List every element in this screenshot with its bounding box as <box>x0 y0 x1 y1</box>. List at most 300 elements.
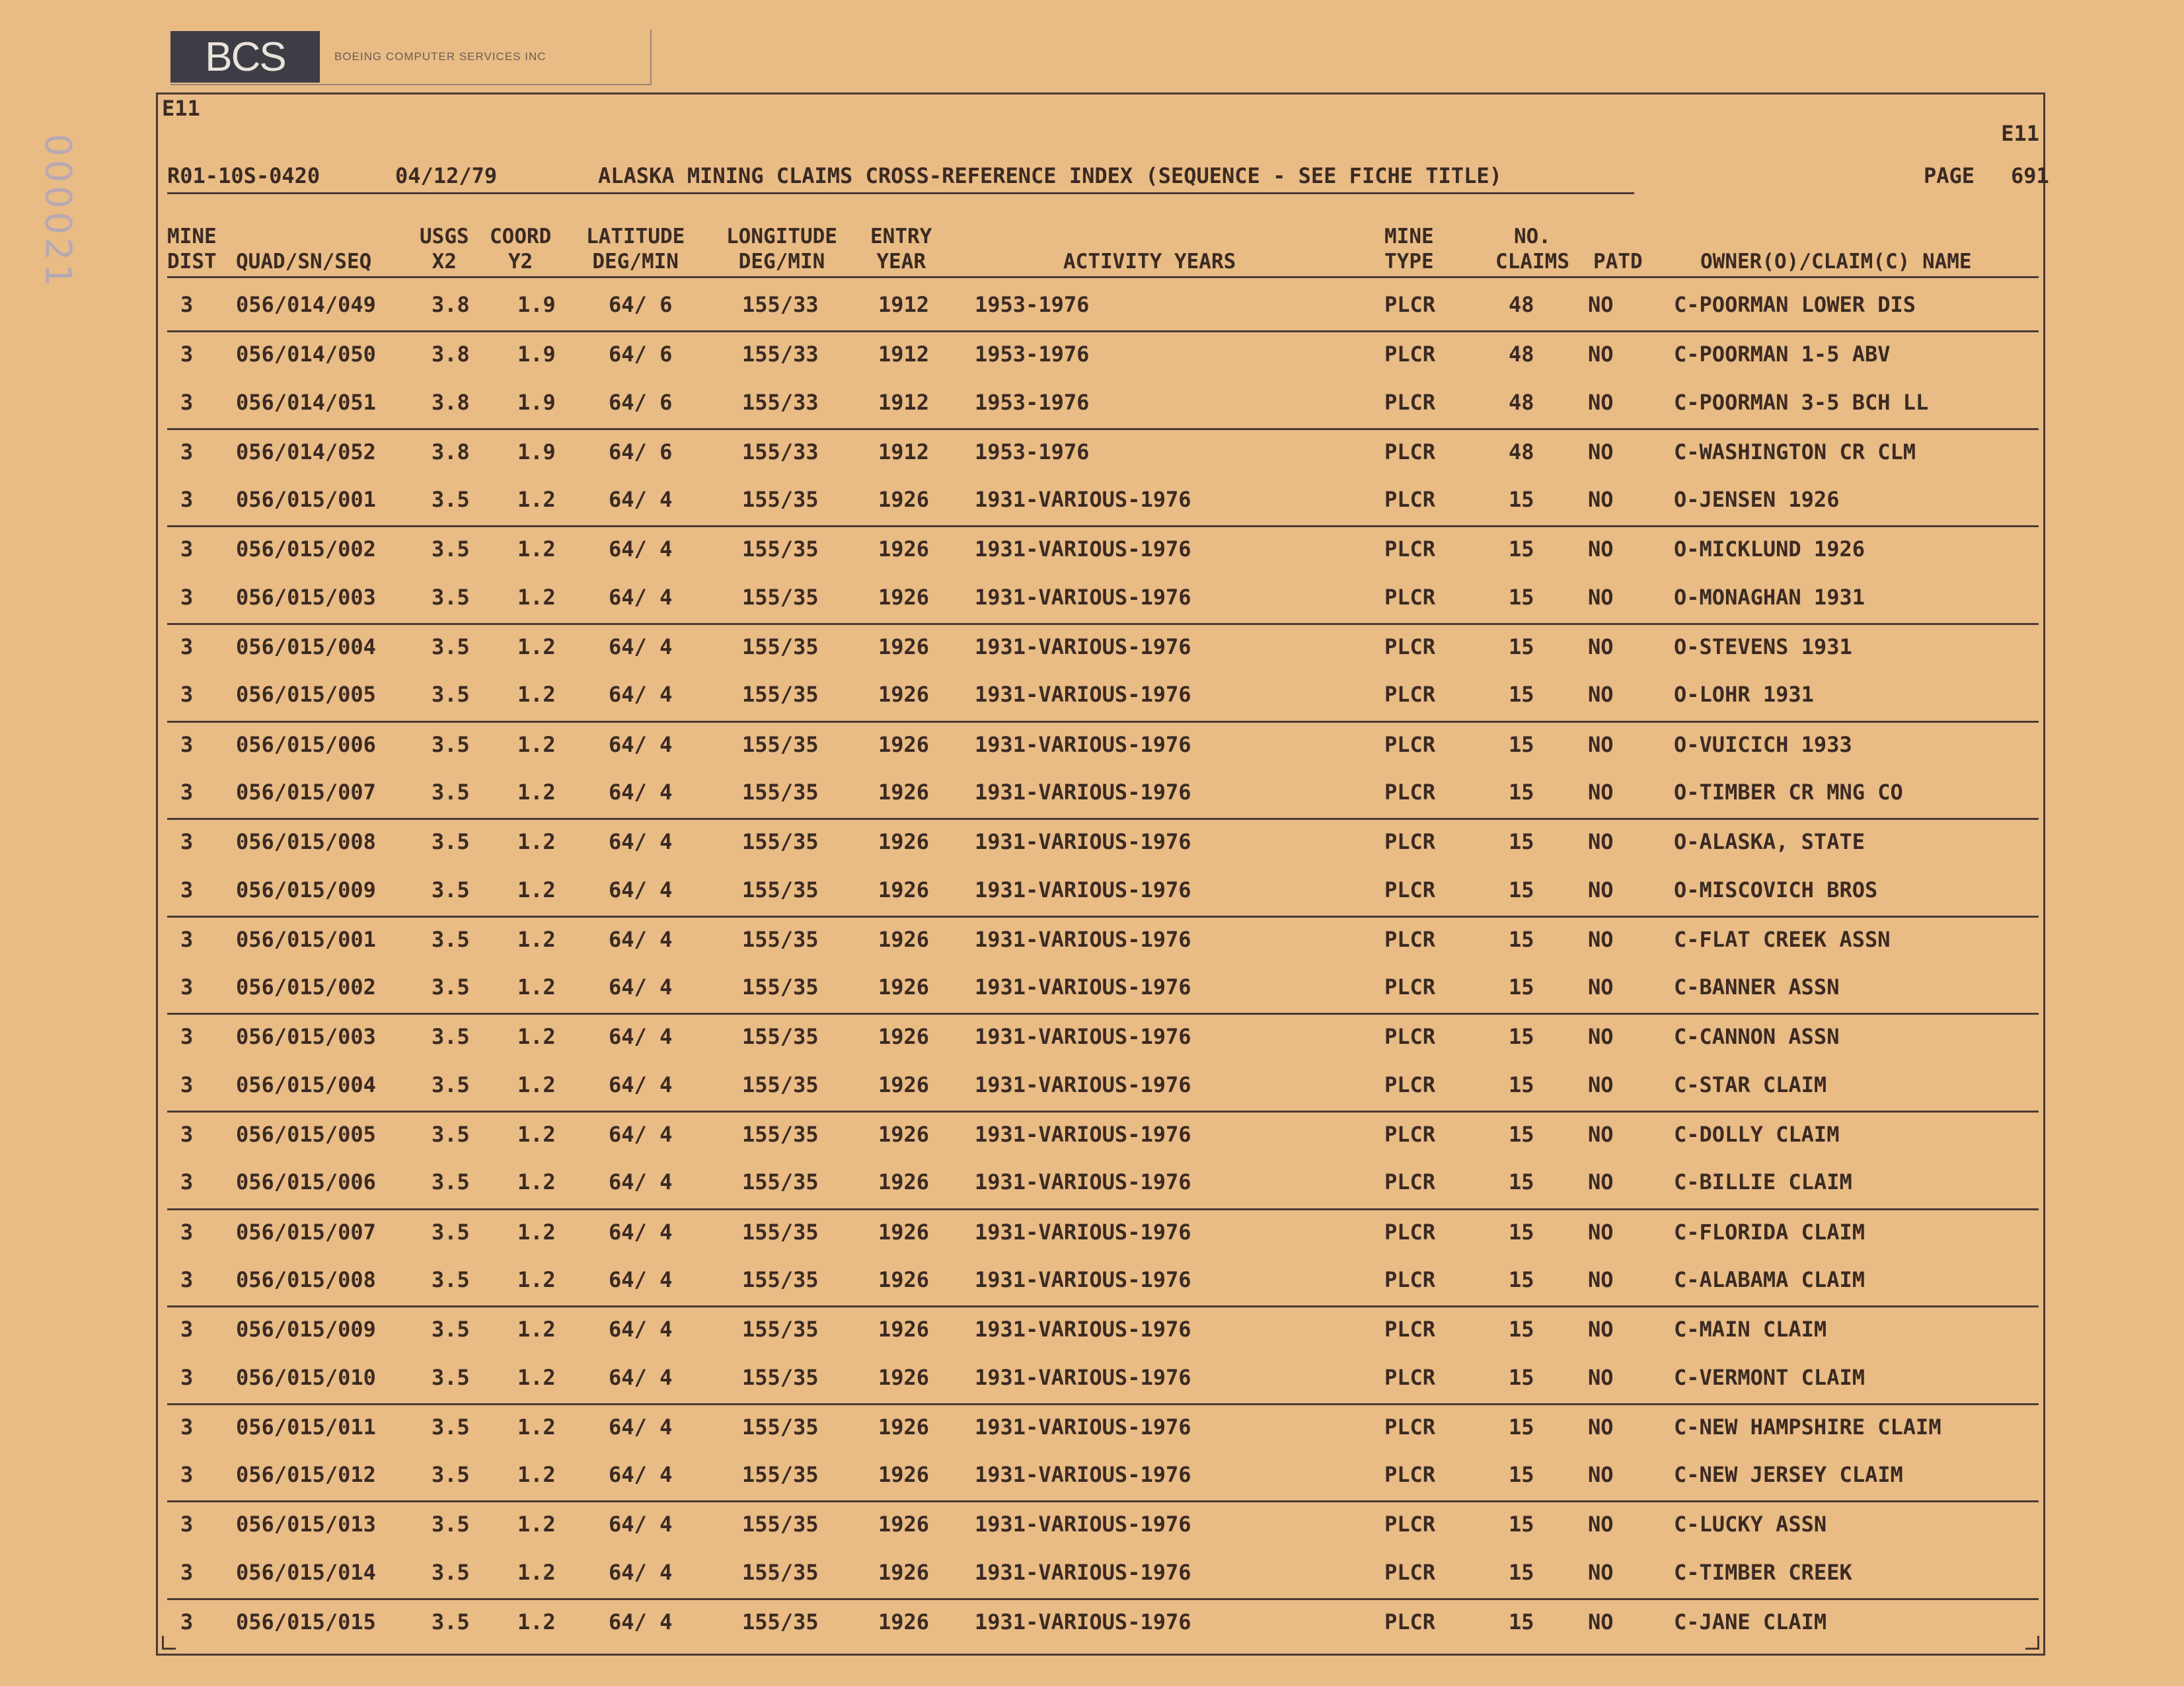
coord-y2-cell: 1.2 <box>517 487 556 513</box>
longitude-cell: 155/35 <box>742 1559 819 1585</box>
activity-cell: 1931-VARIOUS-1976 <box>975 1512 1191 1537</box>
entry-year-cell: 1926 <box>878 1072 930 1097</box>
no-claims-cell: 15 <box>1509 1414 1534 1440</box>
latitude-cell: 64/ 4 <box>609 731 673 757</box>
patd-cell: NO <box>1588 1559 1614 1585</box>
activity-cell: 1931-VARIOUS-1976 <box>975 584 1191 610</box>
patd-cell: NO <box>1588 1024 1614 1050</box>
entry-year-cell: 1926 <box>878 1364 930 1390</box>
owner-cell: C-POORMAN 3-5 BCH LL <box>1674 389 1929 415</box>
entry-year-cell: 1926 <box>878 634 930 660</box>
quad-cell: 056/015/002 <box>236 974 376 1000</box>
mine-dist-cell: 3 <box>180 974 194 1000</box>
page-label: PAGE <box>1924 163 1975 188</box>
no-claims-cell: 15 <box>1509 1122 1534 1148</box>
quad-cell: 056/015/008 <box>236 829 376 855</box>
owner-cell: O-MONAGHAN 1931 <box>1674 584 1865 610</box>
activity-cell: 1931-VARIOUS-1976 <box>975 829 1191 855</box>
mine-type-cell: PLCR <box>1384 829 1436 855</box>
table-row <box>167 1356 2039 1405</box>
owner-cell: C-WASHINGTON CR CLM <box>1674 439 1916 464</box>
owner-cell: C-MAIN CLAIM <box>1674 1317 1827 1342</box>
mine-dist-cell: 3 <box>180 829 194 855</box>
col-owner: OWNER(O)/CLAIM(C) NAME <box>1700 250 1972 274</box>
bcs-logo <box>170 30 652 85</box>
longitude-cell: 155/35 <box>742 974 819 1000</box>
patd-cell: NO <box>1588 1512 1614 1537</box>
patd-cell: NO <box>1588 1169 1614 1195</box>
no-claims-cell: 15 <box>1509 829 1534 855</box>
patd-cell: NO <box>1588 877 1614 902</box>
activity-cell: 1931-VARIOUS-1976 <box>975 1219 1191 1245</box>
quad-cell: 056/014/049 <box>236 292 376 317</box>
mine-dist-cell: 3 <box>180 682 194 708</box>
no-claims-cell: 15 <box>1509 974 1534 1000</box>
no-claims-cell: 15 <box>1509 682 1534 708</box>
no-claims-cell: 15 <box>1509 487 1534 513</box>
quad-cell: 056/015/013 <box>236 1512 376 1537</box>
activity-cell: 1931-VARIOUS-1976 <box>975 1122 1191 1148</box>
coord-y2-cell: 1.2 <box>517 1462 556 1488</box>
longitude-cell: 155/35 <box>742 829 819 855</box>
usgs-x2-cell: 3.5 <box>432 634 470 660</box>
coord-y2-cell: 1.2 <box>517 974 556 1000</box>
longitude-cell: 155/35 <box>742 1512 819 1537</box>
owner-cell: C-POORMAN 1-5 ABV <box>1674 342 1891 367</box>
table-row <box>167 723 2039 770</box>
longitude-cell: 155/35 <box>742 926 819 952</box>
longitude-cell: 155/35 <box>742 1462 819 1488</box>
quad-cell: 056/015/009 <box>236 1317 376 1342</box>
entry-year-cell: 1926 <box>878 487 930 513</box>
owner-cell: C-POORMAN LOWER DIS <box>1674 292 1916 317</box>
entry-year-cell: 1926 <box>878 682 930 708</box>
latitude-cell: 64/ 4 <box>609 1219 673 1245</box>
latitude-cell: 64/ 4 <box>609 829 673 855</box>
coord-y2-cell: 1.2 <box>517 1559 556 1585</box>
mine-type-cell: PLCR <box>1384 292 1436 317</box>
usgs-x2-cell: 3.5 <box>432 877 470 902</box>
patd-cell: NO <box>1588 1414 1614 1440</box>
mine-dist-cell: 3 <box>180 389 194 415</box>
patd-cell: NO <box>1588 1364 1614 1390</box>
activity-cell: 1931-VARIOUS-1976 <box>975 1072 1191 1097</box>
coord-y2-cell: 1.2 <box>517 1122 556 1148</box>
patd-cell: NO <box>1588 1072 1614 1097</box>
coord-y2-cell: 1.2 <box>517 1609 556 1635</box>
mine-type-cell: PLCR <box>1384 1609 1436 1635</box>
patd-cell: NO <box>1588 439 1614 464</box>
latitude-cell: 64/ 4 <box>609 1364 673 1390</box>
latitude-cell: 64/ 4 <box>609 1414 673 1440</box>
owner-cell: C-LUCKY ASSN <box>1674 1512 1827 1537</box>
report-id: R01-10S-0420 <box>167 163 320 188</box>
col-entry-year: ENTRY YEAR <box>870 225 932 274</box>
owner-cell: O-LOHR 1931 <box>1674 682 1814 708</box>
col-patd: PATD <box>1593 250 1643 274</box>
table-row <box>167 430 2039 478</box>
mine-type-cell: PLCR <box>1384 1266 1436 1292</box>
latitude-cell: 64/ 4 <box>609 974 673 1000</box>
table-row <box>167 770 2039 820</box>
mine-dist-cell: 3 <box>180 1317 194 1342</box>
activity-cell: 1931-VARIOUS-1976 <box>975 1462 1191 1488</box>
longitude-cell: 155/35 <box>742 634 819 660</box>
mine-dist-cell: 3 <box>180 292 194 317</box>
mine-type-cell: PLCR <box>1384 974 1436 1000</box>
coord-y2-cell: 1.9 <box>517 389 556 415</box>
activity-cell: 1931-VARIOUS-1976 <box>975 1024 1191 1050</box>
latitude-cell: 64/ 4 <box>609 584 673 610</box>
longitude-cell: 155/35 <box>742 1364 819 1390</box>
patd-cell: NO <box>1588 926 1614 952</box>
no-claims-cell: 15 <box>1509 1559 1534 1585</box>
longitude-cell: 155/33 <box>742 342 819 367</box>
column-headers <box>167 212 2039 278</box>
coord-y2-cell: 1.2 <box>517 536 556 562</box>
usgs-x2-cell: 3.8 <box>432 389 470 415</box>
activity-cell: 1931-VARIOUS-1976 <box>975 1559 1191 1585</box>
mine-type-cell: PLCR <box>1384 1462 1436 1488</box>
col-coord-y2: COORD Y2 <box>490 225 552 274</box>
quad-cell: 056/014/050 <box>236 342 376 367</box>
mine-dist-cell: 3 <box>180 1559 194 1585</box>
margin-stamp-text: 000021 <box>37 133 79 290</box>
latitude-cell: 64/ 4 <box>609 1462 673 1488</box>
mine-dist-cell: 3 <box>180 1072 194 1097</box>
entry-year-cell: 1912 <box>878 389 930 415</box>
usgs-x2-cell: 3.5 <box>432 1219 470 1245</box>
activity-cell: 1931-VARIOUS-1976 <box>975 1364 1191 1390</box>
col-mine-type: MINE TYPE <box>1384 225 1434 274</box>
corner-mark-left <box>162 1636 176 1650</box>
mine-type-cell: PLCR <box>1384 1317 1436 1342</box>
table-row <box>167 1600 2039 1648</box>
quad-cell: 056/014/051 <box>236 389 376 415</box>
mine-type-cell: PLCR <box>1384 682 1436 708</box>
quad-cell: 056/015/007 <box>236 779 376 805</box>
no-claims-cell: 15 <box>1509 1169 1534 1195</box>
latitude-cell: 64/ 4 <box>609 1169 673 1195</box>
mine-type-cell: PLCR <box>1384 1072 1436 1097</box>
quad-cell: 056/014/052 <box>236 439 376 464</box>
patd-cell: NO <box>1588 829 1614 855</box>
activity-cell: 1931-VARIOUS-1976 <box>975 536 1191 562</box>
table-row <box>167 820 2039 867</box>
usgs-x2-cell: 3.5 <box>432 584 470 610</box>
table-row <box>167 868 2039 918</box>
activity-cell: 1931-VARIOUS-1976 <box>975 1609 1191 1635</box>
mine-dist-cell: 3 <box>180 1169 194 1195</box>
owner-cell: C-NEW HAMPSHIRE CLAIM <box>1674 1414 1941 1440</box>
report-sheet <box>156 92 2049 1656</box>
mine-dist-cell: 3 <box>180 731 194 757</box>
mine-dist-cell: 3 <box>180 1512 194 1537</box>
longitude-cell: 155/35 <box>742 1169 819 1195</box>
longitude-cell: 155/35 <box>742 1219 819 1245</box>
no-claims-cell: 15 <box>1509 1317 1534 1342</box>
activity-cell: 1953-1976 <box>975 439 1090 464</box>
mine-dist-cell: 3 <box>180 877 194 902</box>
no-claims-cell: 15 <box>1509 1609 1534 1635</box>
owner-cell: C-FLORIDA CLAIM <box>1674 1219 1865 1245</box>
usgs-x2-cell: 3.5 <box>432 1609 470 1635</box>
usgs-x2-cell: 3.5 <box>432 1169 470 1195</box>
mine-dist-cell: 3 <box>180 342 194 367</box>
patd-cell: NO <box>1588 342 1614 367</box>
table-row <box>167 965 2039 1015</box>
table-row <box>167 1063 2039 1113</box>
mine-dist-cell: 3 <box>180 439 194 464</box>
latitude-cell: 64/ 4 <box>609 1559 673 1585</box>
col-no-claims: NO. CLAIMS <box>1495 225 1569 274</box>
entry-year-cell: 1926 <box>878 1219 930 1245</box>
owner-cell: C-STAR CLAIM <box>1674 1072 1827 1097</box>
activity-cell: 1931-VARIOUS-1976 <box>975 1266 1191 1292</box>
owner-cell: O-MISCOVICH BROS <box>1674 877 1878 902</box>
usgs-x2-cell: 3.5 <box>432 1364 470 1390</box>
table-row <box>167 1307 2039 1355</box>
patd-cell: NO <box>1588 1317 1614 1342</box>
usgs-x2-cell: 3.5 <box>432 487 470 513</box>
mine-type-cell: PLCR <box>1384 1219 1436 1245</box>
latitude-cell: 64/ 4 <box>609 1317 673 1342</box>
longitude-cell: 155/35 <box>742 1266 819 1292</box>
longitude-cell: 155/35 <box>742 584 819 610</box>
entry-year-cell: 1926 <box>878 1609 930 1635</box>
entry-year-cell: 1926 <box>878 877 930 902</box>
owner-cell: C-DOLLY CLAIM <box>1674 1122 1840 1148</box>
patd-cell: NO <box>1588 974 1614 1000</box>
activity-cell: 1931-VARIOUS-1976 <box>975 877 1191 902</box>
entry-year-cell: 1912 <box>878 342 930 367</box>
margin-stamp <box>38 116 78 307</box>
table-row <box>167 1113 2039 1160</box>
coord-y2-cell: 1.2 <box>517 877 556 902</box>
coord-y2-cell: 1.2 <box>517 1414 556 1440</box>
coord-y2-cell: 1.9 <box>517 342 556 367</box>
mine-type-cell: PLCR <box>1384 1414 1436 1440</box>
usgs-x2-cell: 3.5 <box>432 1072 470 1097</box>
activity-cell: 1953-1976 <box>975 292 1090 317</box>
usgs-x2-cell: 3.5 <box>432 1122 470 1148</box>
longitude-cell: 155/35 <box>742 877 819 902</box>
no-claims-cell: 15 <box>1509 634 1534 660</box>
entry-year-cell: 1926 <box>878 1414 930 1440</box>
quad-cell: 056/015/007 <box>236 1219 376 1245</box>
latitude-cell: 64/ 4 <box>609 1609 673 1635</box>
mine-type-cell: PLCR <box>1384 1559 1436 1585</box>
longitude-cell: 155/33 <box>742 292 819 317</box>
coord-y2-cell: 1.2 <box>517 634 556 660</box>
coord-y2-cell: 1.2 <box>517 829 556 855</box>
usgs-x2-cell: 3.5 <box>432 829 470 855</box>
no-claims-cell: 48 <box>1509 389 1534 415</box>
no-claims-cell: 15 <box>1509 1364 1534 1390</box>
table-row <box>167 478 2039 527</box>
entry-year-cell: 1926 <box>878 1266 930 1292</box>
report-date: 04/12/79 <box>395 163 498 188</box>
owner-cell: O-ALASKA, STATE <box>1674 829 1865 855</box>
entry-year-cell: 1926 <box>878 584 930 610</box>
owner-cell: O-STEVENS 1931 <box>1674 634 1852 660</box>
table-row <box>167 332 2039 380</box>
patd-cell: NO <box>1588 731 1614 757</box>
latitude-cell: 64/ 4 <box>609 682 673 708</box>
mine-type-cell: PLCR <box>1384 1122 1436 1148</box>
table-row <box>167 1405 2039 1453</box>
coord-y2-cell: 1.2 <box>517 1024 556 1050</box>
table-row <box>167 1258 2039 1307</box>
table-row <box>167 918 2039 965</box>
usgs-x2-cell: 3.5 <box>432 1559 470 1585</box>
entry-year-cell: 1926 <box>878 536 930 562</box>
owner-cell: O-JENSEN 1926 <box>1674 487 1840 513</box>
no-claims-cell: 15 <box>1509 1512 1534 1537</box>
patd-cell: NO <box>1588 292 1614 317</box>
no-claims-cell: 15 <box>1509 877 1534 902</box>
usgs-x2-cell: 3.5 <box>432 926 470 952</box>
quad-cell: 056/015/004 <box>236 634 376 660</box>
latitude-cell: 64/ 4 <box>609 1266 673 1292</box>
owner-cell: C-NEW JERSEY CLAIM <box>1674 1462 1903 1488</box>
coord-y2-cell: 1.2 <box>517 1266 556 1292</box>
latitude-cell: 64/ 4 <box>609 779 673 805</box>
activity-cell: 1931-VARIOUS-1976 <box>975 1169 1191 1195</box>
quad-cell: 056/015/006 <box>236 1169 376 1195</box>
table-row <box>167 673 2039 722</box>
quad-cell: 056/015/005 <box>236 1122 376 1148</box>
no-claims-cell: 15 <box>1509 536 1534 562</box>
coord-y2-cell: 1.2 <box>517 1219 556 1245</box>
owner-cell: C-JANE CLAIM <box>1674 1609 1827 1635</box>
mine-type-cell: PLCR <box>1384 1169 1436 1195</box>
bcs-logo-text: BOEING COMPUTER SERVICES INC <box>334 50 546 63</box>
owner-cell: O-VUICICH 1933 <box>1674 731 1852 757</box>
col-usgs-x2: USGS X2 <box>420 225 469 274</box>
mine-type-cell: PLCR <box>1384 1364 1436 1390</box>
no-claims-cell: 48 <box>1509 342 1534 367</box>
table-row <box>167 1502 2039 1550</box>
latitude-cell: 64/ 4 <box>609 1072 673 1097</box>
frame-label-left: E11 <box>162 96 200 121</box>
page-number: 691 <box>2011 163 2049 188</box>
report-header <box>167 163 2049 196</box>
longitude-cell: 155/35 <box>742 536 819 562</box>
usgs-x2-cell: 3.8 <box>432 342 470 367</box>
mine-dist-cell: 3 <box>180 1122 194 1148</box>
activity-cell: 1931-VARIOUS-1976 <box>975 1414 1191 1440</box>
longitude-cell: 155/35 <box>742 682 819 708</box>
coord-y2-cell: 1.2 <box>517 779 556 805</box>
no-claims-cell: 15 <box>1509 731 1534 757</box>
no-claims-cell: 15 <box>1509 1266 1534 1292</box>
no-claims-cell: 15 <box>1509 1072 1534 1097</box>
col-mine-dist: MINE DIST <box>167 225 217 274</box>
no-claims-cell: 48 <box>1509 292 1534 317</box>
no-claims-cell: 15 <box>1509 1462 1534 1488</box>
quad-cell: 056/015/001 <box>236 487 376 513</box>
no-claims-cell: 15 <box>1509 1219 1534 1245</box>
patd-cell: NO <box>1588 584 1614 610</box>
table-row <box>167 1015 2039 1062</box>
patd-cell: NO <box>1588 1609 1614 1635</box>
usgs-x2-cell: 3.5 <box>432 536 470 562</box>
activity-cell: 1953-1976 <box>975 342 1090 367</box>
activity-cell: 1931-VARIOUS-1976 <box>975 779 1191 805</box>
table-row <box>167 381 2039 430</box>
mine-type-cell: PLCR <box>1384 926 1436 952</box>
mine-type-cell: PLCR <box>1384 342 1436 367</box>
patd-cell: NO <box>1588 1219 1614 1245</box>
usgs-x2-cell: 3.5 <box>432 731 470 757</box>
no-claims-cell: 48 <box>1509 439 1534 464</box>
coord-y2-cell: 1.2 <box>517 1169 556 1195</box>
mine-dist-cell: 3 <box>180 1024 194 1050</box>
activity-cell: 1953-1976 <box>975 389 1090 415</box>
mine-type-cell: PLCR <box>1384 1512 1436 1537</box>
report-title: ALASKA MINING CLAIMS CROSS-REFERENCE INDEX (SEQUENCE - SEE FICHE TITLE) <box>598 163 1502 188</box>
usgs-x2-cell: 3.5 <box>432 974 470 1000</box>
mine-type-cell: PLCR <box>1384 584 1436 610</box>
mine-dist-cell: 3 <box>180 779 194 805</box>
longitude-cell: 155/35 <box>742 1122 819 1148</box>
mine-type-cell: PLCR <box>1384 877 1436 902</box>
table-row <box>167 527 2039 575</box>
latitude-cell: 64/ 6 <box>609 342 673 367</box>
owner-cell: C-TIMBER CREEK <box>1674 1559 1852 1585</box>
quad-cell: 056/015/003 <box>236 584 376 610</box>
quad-cell: 056/015/003 <box>236 1024 376 1050</box>
col-activity: ACTIVITY YEARS <box>1063 250 1236 274</box>
col-latitude: LATITUDE DEG/MIN <box>586 225 685 274</box>
usgs-x2-cell: 3.5 <box>432 1024 470 1050</box>
entry-year-cell: 1912 <box>878 439 930 464</box>
longitude-cell: 155/33 <box>742 389 819 415</box>
latitude-cell: 64/ 4 <box>609 877 673 902</box>
longitude-cell: 155/33 <box>742 439 819 464</box>
activity-cell: 1931-VARIOUS-1976 <box>975 634 1191 660</box>
longitude-cell: 155/35 <box>742 1414 819 1440</box>
usgs-x2-cell: 3.5 <box>432 1317 470 1342</box>
table-row <box>167 1160 2039 1210</box>
owner-cell: C-CANNON ASSN <box>1674 1024 1840 1050</box>
mine-type-cell: PLCR <box>1384 779 1436 805</box>
table-row <box>167 625 2039 673</box>
coord-y2-cell: 1.2 <box>517 1317 556 1342</box>
latitude-cell: 64/ 6 <box>609 439 673 464</box>
col-longitude: LONGITUDE DEG/MIN <box>726 225 837 274</box>
patd-cell: NO <box>1588 1462 1614 1488</box>
mine-type-cell: PLCR <box>1384 487 1436 513</box>
latitude-cell: 64/ 4 <box>609 1512 673 1537</box>
patd-cell: NO <box>1588 536 1614 562</box>
longitude-cell: 155/35 <box>742 1072 819 1097</box>
coord-y2-cell: 1.2 <box>517 1364 556 1390</box>
longitude-cell: 155/35 <box>742 1609 819 1635</box>
mine-type-cell: PLCR <box>1384 731 1436 757</box>
entry-year-cell: 1926 <box>878 731 930 757</box>
claims-table <box>167 283 2039 1648</box>
no-claims-cell: 15 <box>1509 584 1534 610</box>
activity-cell: 1931-VARIOUS-1976 <box>975 926 1191 952</box>
owner-cell: O-MICKLUND 1926 <box>1674 536 1865 562</box>
activity-cell: 1931-VARIOUS-1976 <box>975 731 1191 757</box>
owner-cell: C-ALABAMA CLAIM <box>1674 1266 1865 1292</box>
no-claims-cell: 15 <box>1509 779 1534 805</box>
mine-dist-cell: 3 <box>180 1414 194 1440</box>
entry-year-cell: 1926 <box>878 1559 930 1585</box>
